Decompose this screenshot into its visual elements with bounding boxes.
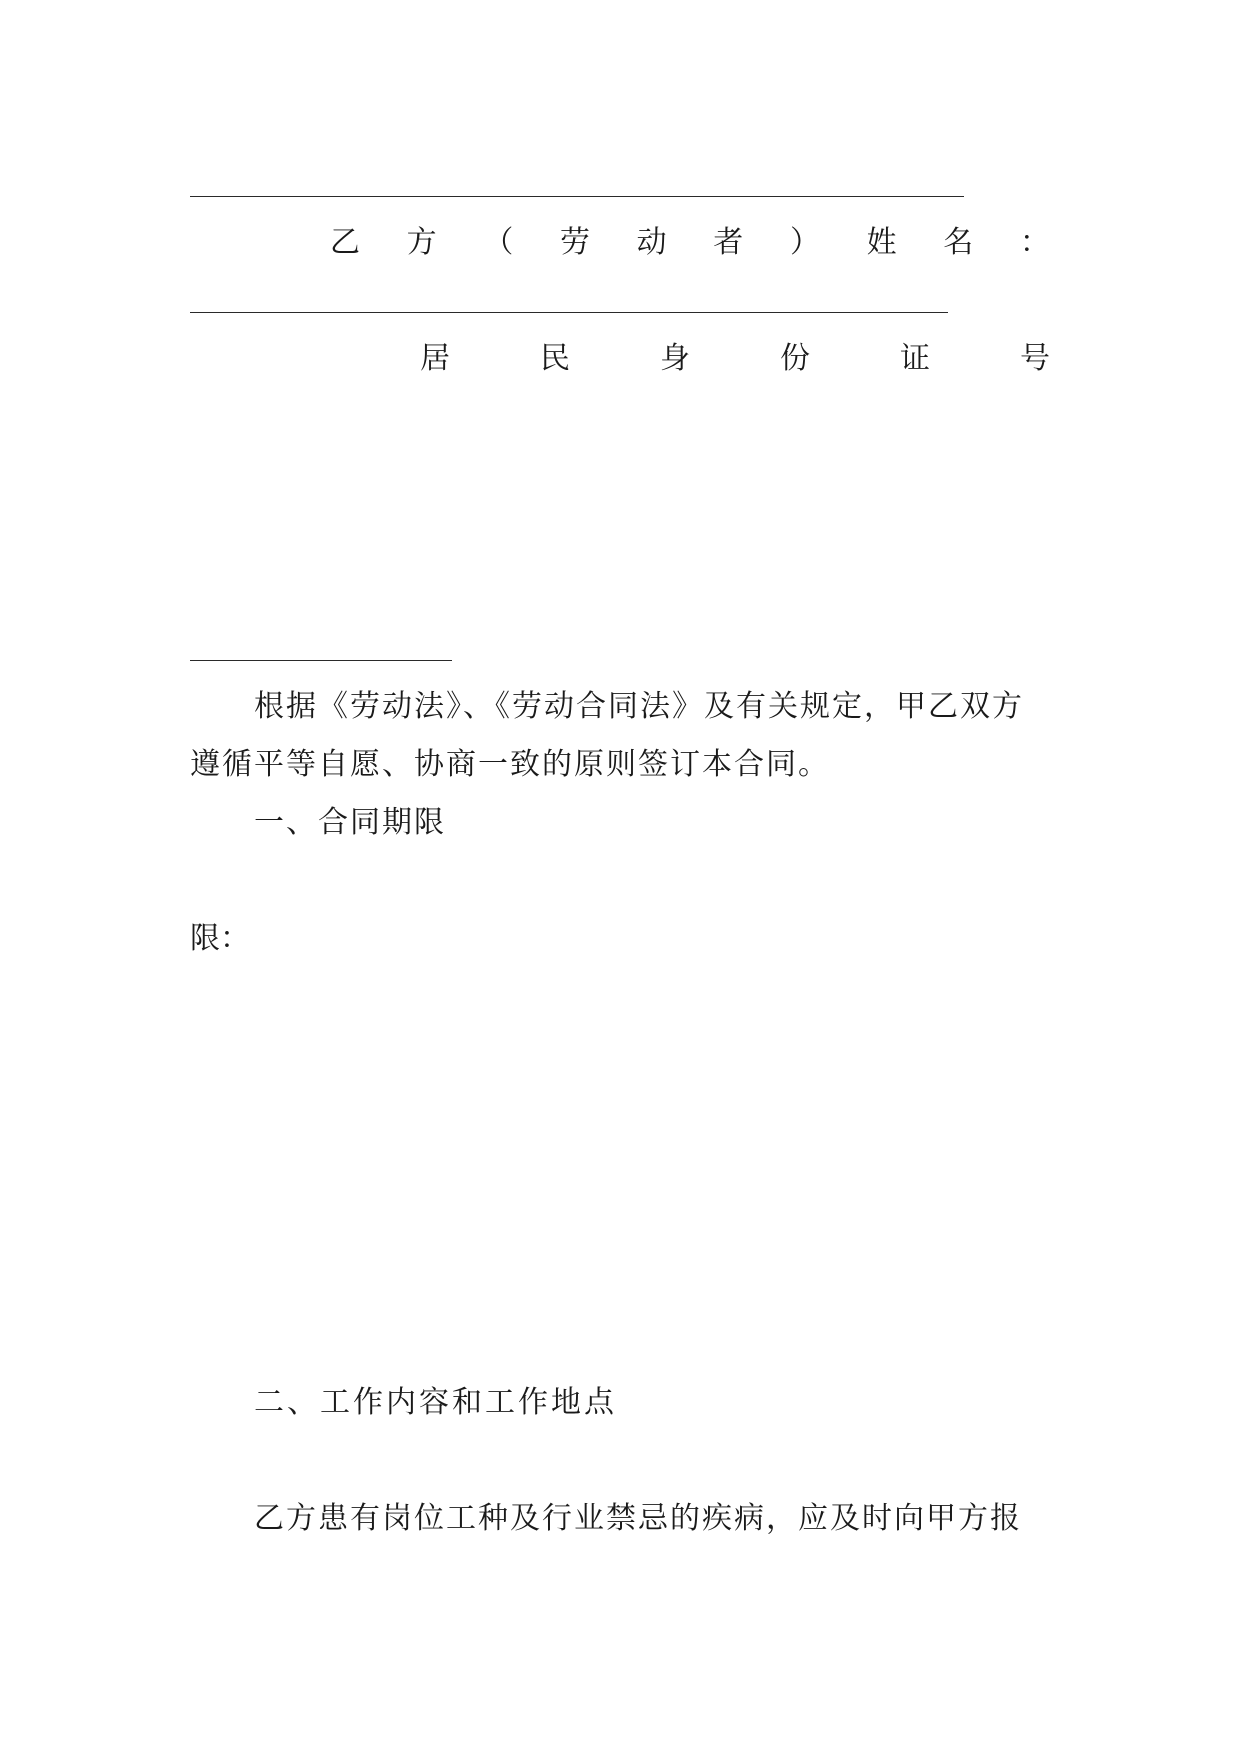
char: 居: [420, 341, 450, 376]
option-1-line-2: [190, 1026, 1050, 1084]
blank-line-name: [190, 312, 948, 313]
char: ）: [789, 225, 820, 260]
option-3-line-2: [190, 1316, 1050, 1374]
char: 身: [660, 341, 690, 376]
article-2-line: [190, 1432, 1050, 1490]
char: 乙: [330, 225, 360, 260]
blank-phone: [190, 660, 452, 661]
char: 证: [900, 341, 930, 376]
option-2-line-3: [190, 1200, 1050, 1258]
hukou-line: [190, 388, 1050, 446]
char: 者: [713, 225, 744, 260]
address-line-1: [190, 446, 1050, 504]
char: 名: [943, 225, 974, 260]
option-3-line-1: [190, 1258, 1050, 1316]
address-line-2: [190, 504, 1050, 562]
current-address-line: [190, 562, 1050, 620]
char: 份: [780, 341, 810, 376]
char: ：: [1019, 225, 1050, 260]
article-1-line-1: [190, 852, 1050, 910]
char: 方: [406, 225, 437, 260]
preamble-line-2: 遵循平等自愿、协商一致的原则签订本合同。: [190, 747, 830, 782]
section-title: 二、工作内容和工作地点: [254, 1385, 617, 1420]
preamble-line-1: 根据《劳动法》、《劳动合同法》及有关规定，甲乙双方: [254, 689, 1024, 724]
party-b-name-line: [190, 214, 1050, 272]
char: 号: [1020, 341, 1050, 376]
option-1-line-1: [190, 968, 1050, 1026]
blank-line-top: [190, 196, 964, 197]
option-2-line-2: [190, 1142, 1050, 1200]
char: 民: [540, 341, 570, 376]
article-2-note: 乙方患有岗位工种及行业禁忌的疾病，应及时向甲方报: [254, 1501, 1022, 1536]
char: 劳: [559, 225, 590, 260]
id-number-line: [190, 330, 1050, 388]
option-2-line-1: [190, 1084, 1050, 1142]
char: 姓: [866, 225, 897, 260]
article-1-line-2: 限：: [190, 921, 250, 956]
char: （: [483, 225, 514, 260]
section-title: 一、合同期限: [254, 805, 446, 840]
char: 动: [636, 225, 667, 260]
